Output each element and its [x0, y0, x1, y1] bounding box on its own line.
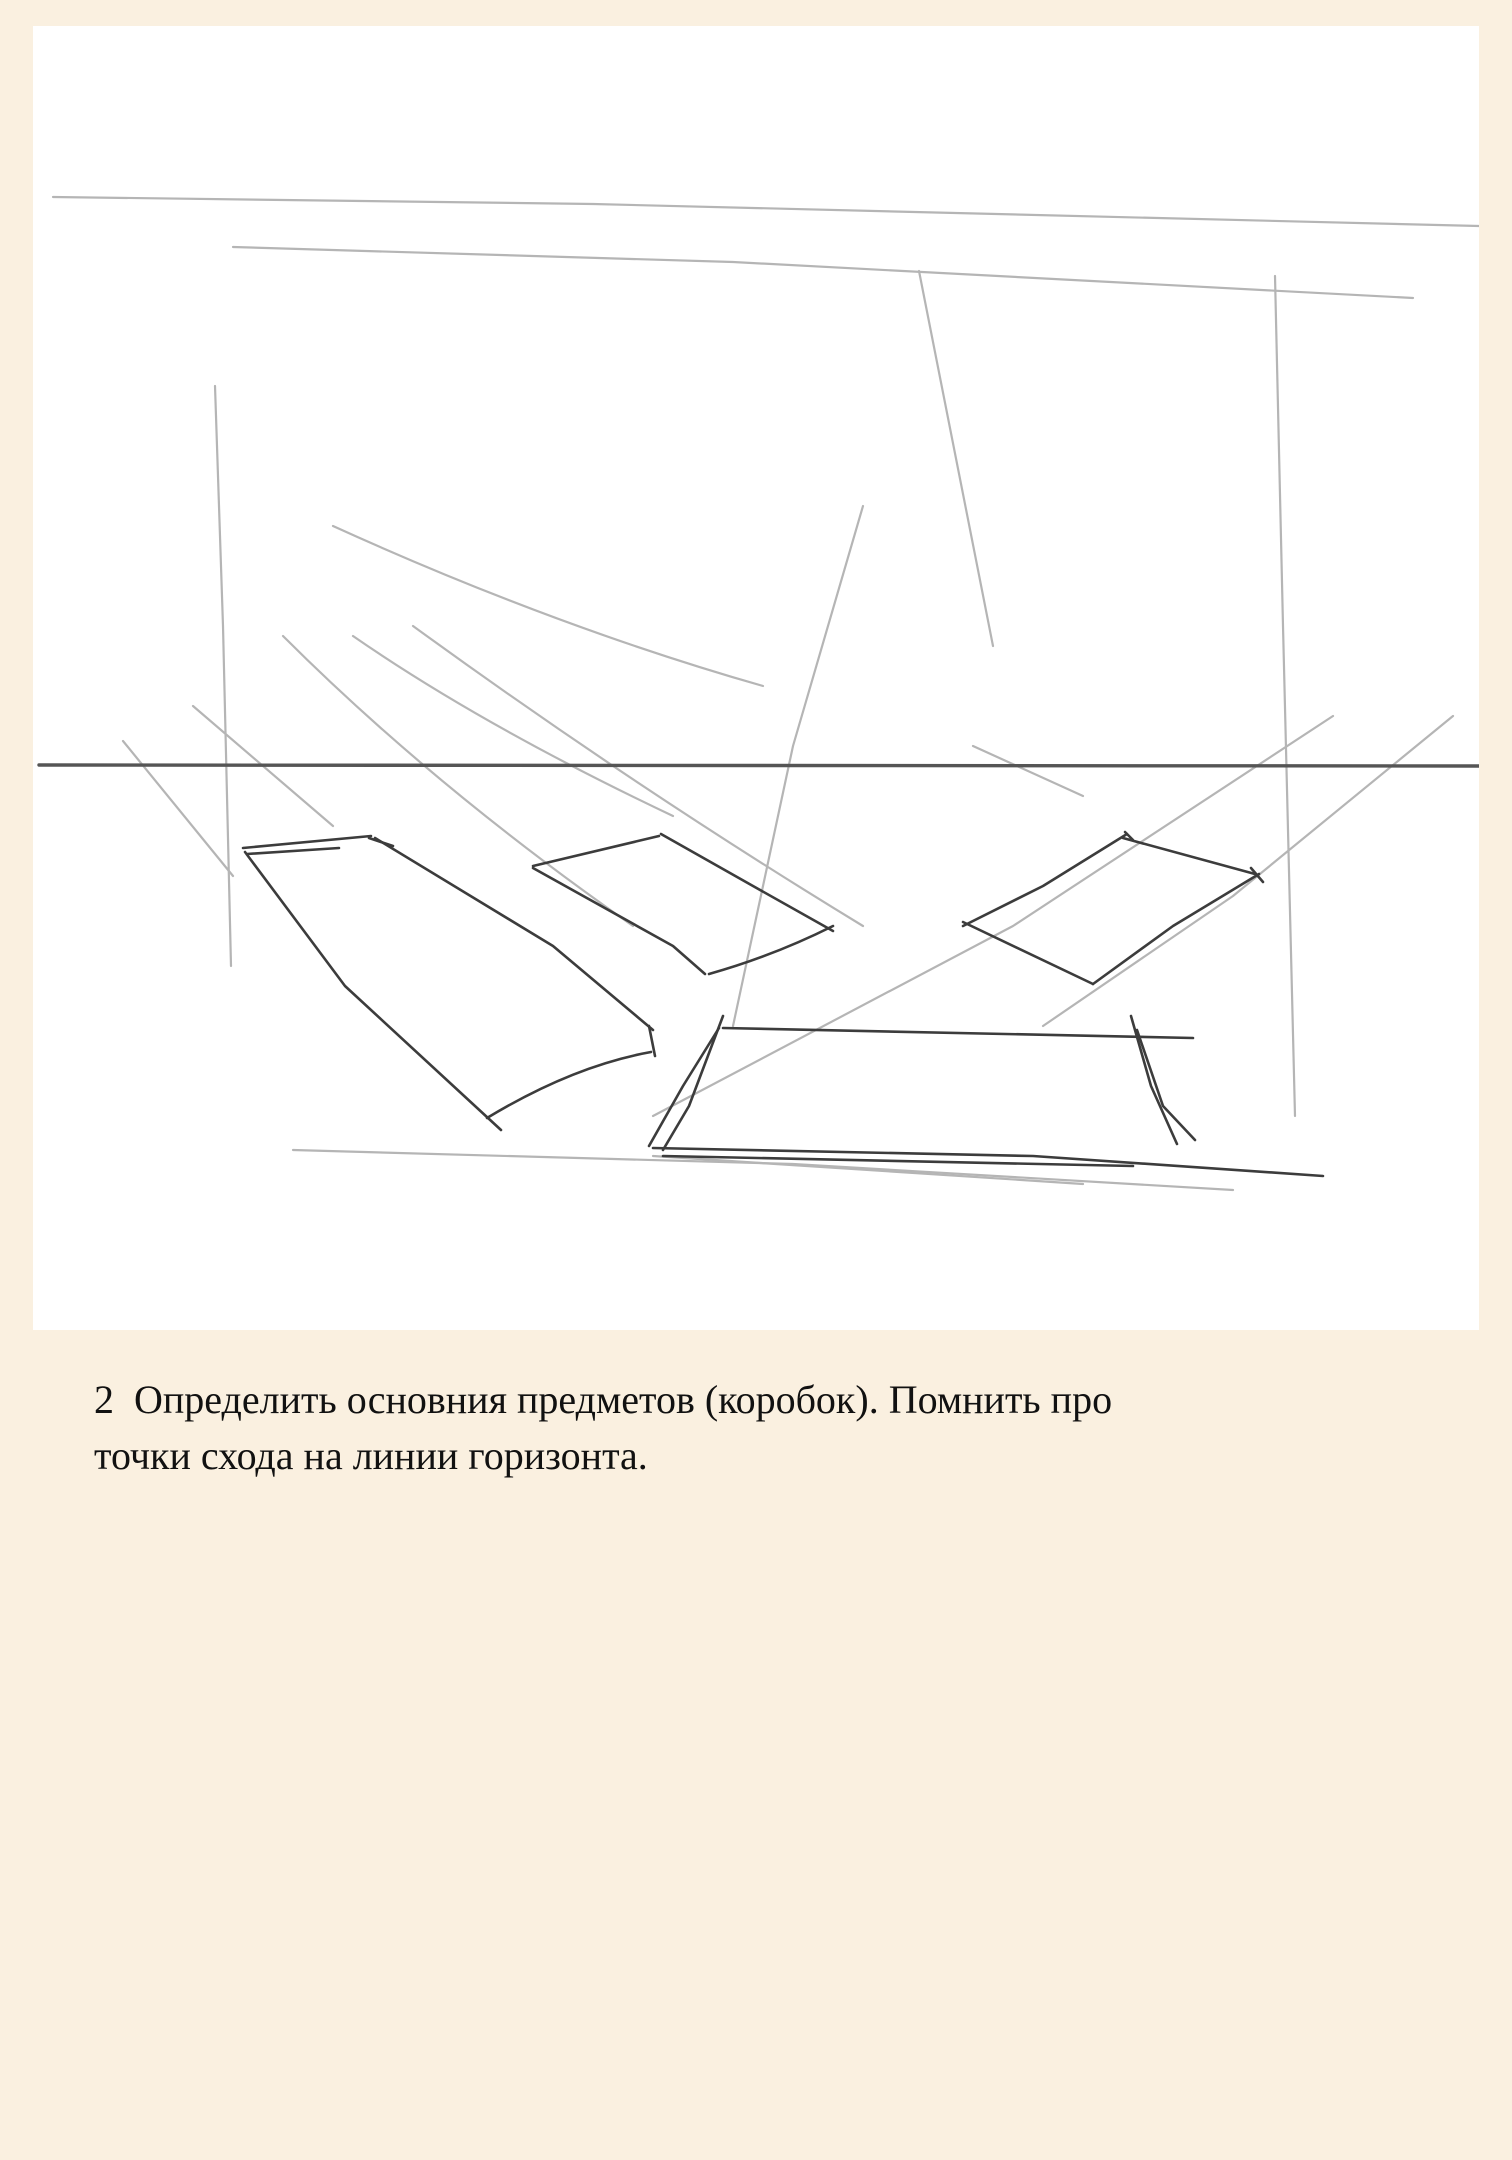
- horizon-line: [39, 765, 1479, 766]
- front-box-base: [649, 1016, 1323, 1176]
- caption-line-1: [94, 1372, 1394, 1428]
- caption-line-2: точки схода на линии горизонта.: [94, 1433, 648, 1478]
- construction-lines: [53, 197, 1479, 1190]
- step-number: 2: [94, 1377, 114, 1422]
- sketch-drawing: [33, 26, 1479, 1330]
- perspective-sketch: [33, 26, 1479, 1330]
- right-box-base: [963, 832, 1263, 984]
- caption-text-1: Определить основния предметов (коробок). Помнить про: [134, 1377, 1113, 1422]
- left-box-base: [243, 836, 655, 1130]
- middle-box-base: [533, 834, 833, 974]
- step-caption: [94, 1372, 1394, 1484]
